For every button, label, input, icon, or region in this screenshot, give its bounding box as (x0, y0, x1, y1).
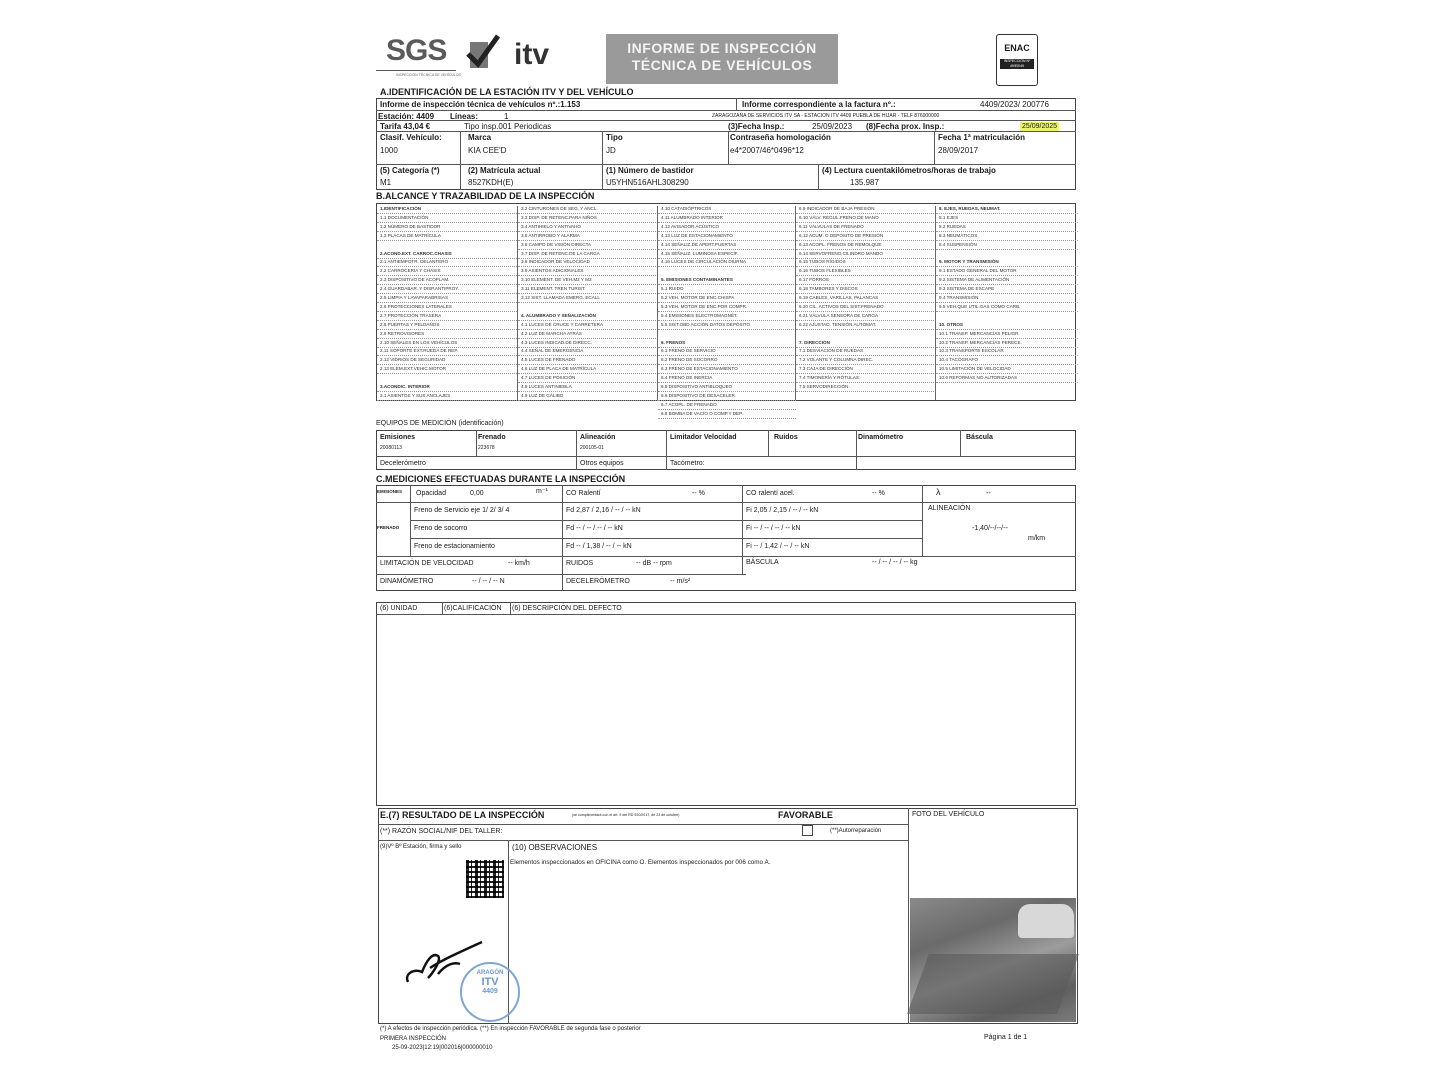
scope-item: 9.1 ESTADO GENERAL DEL MOTOR (939, 268, 1017, 274)
footer-primera: PRIMERA INSPECCIÓN (380, 1036, 447, 1042)
scope-item: 2.7 PROTECCIÓN TRASERA (380, 312, 442, 318)
dinamometro-label: DINAMÓMETRO (380, 578, 434, 585)
scope-item: 6.17 FORROS (799, 277, 829, 283)
clasif-value: 1000 (380, 146, 398, 155)
scope-item: 6. FRENOS (661, 339, 686, 345)
bascula-label: BÁSCULA (746, 559, 779, 566)
scope-item: 5. EMISIONES CONTAMINANTES (661, 277, 733, 283)
scope-item: 6.8 BOMBA DE VACÍO O COMP.Y DEP. (661, 410, 743, 416)
scope-item: 4. ALUMBRADO Y SEÑALIZACIÓN (521, 312, 596, 318)
scope-column (517, 206, 658, 400)
scope-item: 4.10 CATADIÓPTRICOS (661, 206, 712, 211)
defects-calificacion-header: (6)CALIFICACIÓN (444, 605, 502, 612)
homologacion-label: Contraseña homologación (730, 133, 831, 142)
scope-item: 9. MOTOR Y TRANSMISIÓN (939, 259, 999, 265)
categoria-value: M1 (380, 178, 392, 187)
scope-item: 7.5 SERVODIRECCIÓN (799, 384, 849, 389)
enac-subtitle: INSPECCIÓN Nº 49/EI049 (1000, 59, 1034, 69)
vehicle-photo-label: FOTO DEL VEHÍCULO (912, 811, 985, 818)
alineacion-eq-label: Alineación (580, 434, 616, 441)
scope-item: 3.3 DISP. DE RETENC.PARA NIÑOS (521, 214, 597, 220)
stamp-mid-text: ITV (481, 976, 499, 988)
scope-item: 1.IDENTIFICACIÓN (380, 206, 422, 211)
scope-item: 6.10 VÁLV. REGUL.FRENO DE MANO (799, 214, 879, 220)
scope-item: 6.7 ACOPL. DE FRENADO (661, 401, 717, 407)
scope-item: 6.14 SERVOFRENO,CILINDRO MANDO (799, 250, 883, 256)
tipo-inspeccion: Tipo insp.001 Periodicas (464, 122, 552, 131)
matriculacion-value: 28/09/2017 (938, 146, 979, 155)
observaciones-text: Elementos inspeccionados en OFICINA como O. Elementos inspeccionados por 006 como A. (510, 859, 771, 866)
scope-item: 6.22 AJUSTAD. TENSIÓN AUTOMAT. (799, 321, 877, 327)
scope-item: 4.13 LUZ DE ESTACIONAMIENTO (661, 232, 733, 238)
emisiones-eq-label: Emisiones (380, 434, 416, 441)
scope-item: 3.2 CINTURONES DE SEG. Y ANCL. (521, 206, 598, 211)
scope-item: 1.1 DOCUMENTACIÓN (380, 214, 429, 220)
scope-item: 5.1 RUIDO (661, 286, 684, 292)
vehicle-photo (910, 898, 1076, 1022)
decelerometro-value: -- m/s² (670, 578, 691, 585)
autorreparacion-checkbox[interactable] (802, 825, 813, 836)
scope-item: 6.3 FRENO DE ESTACIONAMIENTO (661, 366, 738, 372)
scope-item: 7.4 TIMONERÍA Y RÓTULAS (799, 375, 859, 381)
scope-item: 1.2 NÚMERO DE BASTIDOR (380, 223, 441, 229)
scope-item: 2.12 VIDRIOS DE SEGURIDAD (380, 357, 446, 363)
scope-item: 2.1 ANTIEMPOTR. DELANTERO (380, 259, 449, 265)
scope-item: 4.4 SEÑAL DE EMERGENCIA (521, 348, 584, 354)
scope-item: 5.3 VEH. MOTOR DE ENC.POR COMPR. (661, 303, 748, 309)
scope-item: 3.ACONDIC. INTERIOR (380, 384, 430, 389)
scope-item: 7.1 DESVIACIÓN DE RUEDAS (799, 348, 864, 354)
freno-socorro-label: Freno de socorro (414, 525, 468, 532)
scope-item: 10.4 TACÓGRAFO (939, 357, 978, 363)
scope-item: 2.3 DISPOSITIVO DE ACOPLAM. (380, 277, 450, 283)
scope-item: 6.9 INDICADOR DE BAJA PRESIÓN (799, 206, 875, 211)
itv-check-icon (466, 34, 500, 72)
scope-item: 3.9 ASIENTOS ADICIONALES (521, 268, 584, 274)
equipos-title: EQUIPOS DE MEDICIÓN (identificación) (376, 420, 504, 427)
scope-item: 4.16 LUCES DE CIRCULACIÓN DIURNA (661, 259, 747, 265)
bastidor-label: (1) Número de bastidor (606, 166, 694, 175)
decelerometro-label: DECELERÓMETRO (566, 578, 630, 585)
lineas-value: 1 (504, 112, 509, 121)
fecha-insp-value: 25/09/2023 (812, 122, 853, 131)
scope-item: 3.7 DISP. DE RETENC.DE LA CARGA (521, 250, 600, 256)
co-ralenti-label: CO Ralentí (566, 490, 601, 497)
scope-item: 9.3 SISTEMA DE ESCAPE (939, 286, 995, 292)
scope-item: 8. EJES, RUEDAS, NEUMAT. (939, 206, 1001, 211)
banner-line1: INFORME DE INSPECCIÓN (627, 40, 817, 56)
scope-item: 3.1 ASIENTOS Y SUS ANCLAJES (380, 392, 451, 398)
dinamometro-eq-label: Dinamómetro (858, 434, 904, 441)
scope-item: 7.2 VOLANTE Y COLUMNA DIREC. (799, 357, 874, 363)
footer-timestamp: 25-09-2023|12:19|002016|000000010 (392, 1045, 493, 1051)
opacidad-value: 0,00 (470, 490, 484, 497)
scope-item: 6.15 TUBOS RÍGIDOS (799, 259, 846, 265)
footer-note: (*) A efectos de inspección periódica. (**) En inspección FAVORABLE de segunda fase o posterior (380, 1026, 641, 1032)
decelerometro-eq-label: Decelerómetro (380, 460, 426, 467)
enac-text: ENAC (1004, 43, 1030, 53)
opacidad-unit: m⁻¹ (536, 488, 548, 495)
section-a-title: A.IDENTIFICACIÓN DE LA ESTACIÓN ITV Y DEL VEHÍCULO (380, 87, 634, 97)
scope-item: 3.12 SIST. LLAMADA EMERG. ECALL (521, 295, 600, 300)
categoria-label: (5) Categoría (*) (380, 166, 440, 175)
scope-item: 4.7 LUCES DE POSICIÓN (521, 375, 576, 381)
scope-item: 8.4 SUSPENSIÓN (939, 241, 977, 247)
informe-number: Informe de inspección técnica de vehículos nº.:1.153 (380, 100, 581, 109)
co-acel-value: -- % (872, 490, 885, 497)
vb-label: (9)Vº Bº Estación, firma y sello (380, 844, 462, 850)
scope-item: 4.6 LUZ DE PLACA DE MATRÍCULA (521, 366, 597, 372)
tipo-value: JD (606, 146, 616, 155)
scope-item: 10.1 TRANSP. MERCANCÍAS PELIGR. (939, 330, 1020, 336)
emisiones-eq-value: 20080113 (380, 445, 402, 451)
scope-item: 10. OTROS (939, 321, 963, 327)
lectura-value: 135.987 (850, 178, 879, 187)
scope-item: 6.2 FRENO DE SOCORRO (661, 357, 718, 363)
scope-item: 6.5 DISPOSITIVO ANTIBLOQUEO (661, 384, 733, 389)
scope-item: 4.11 ALUMBRADO INTERIOR (661, 214, 723, 220)
factura-label: Informe correspondiente a la factura nº.: (742, 100, 896, 109)
stamp-number: 4409 (482, 988, 498, 995)
scope-item: 5.4 EMISIONES ELECTROMAGNÉT. (661, 312, 738, 318)
scope-item: 6.21 VÁLVULA SENSORA DE CARGA (799, 312, 879, 318)
ruidos-value: -- dB -- rpm (636, 560, 672, 567)
scope-item: 6.20 CIL. ACTIVOS DEL SIST.FRENADO (799, 303, 884, 309)
otros-eq-label: Otros equipos (580, 460, 624, 467)
scope-item: 6.13 ACOPL. FRENOS DE REMOLQUE (799, 241, 882, 247)
scope-item: 3.6 CAMPO DE VISIÓN DIRECTA (521, 241, 592, 247)
sgs-logo-subtitle: INSPECCIÓN TÉCNICA DE VEHÍCULOS (396, 73, 461, 77)
scope-column (935, 206, 1078, 400)
fecha-insp-label: (3)Fecha Insp.: (728, 122, 785, 131)
freno-servicio-label: Freno de Servicio eje 1/ 2/ 3/ 4 (414, 507, 510, 514)
frenado-eq-value: 223678 (478, 445, 495, 451)
scope-item: 4.14 SEÑALIZ.DE APERT.PUERTAS (661, 241, 737, 247)
scope-item: 2.10 SEÑALES EN LOS VEHÍCULOS (380, 339, 458, 345)
scope-item: 6.6 DISPOSITIVO DE DESACELER. (661, 392, 737, 398)
freno-socorro-fd: Fd -- / -- / -- / -- kN (566, 525, 623, 532)
freno-servicio-fd: Fd 2,87 / 2,16 / -- / -- kN (566, 507, 641, 514)
alineacion-eq-value: 200105-01 (580, 445, 604, 451)
scope-item: 9.5 VEH.QUE UTIL.GAS COMO CARB. (939, 303, 1021, 309)
alineacion-value: -1,40/--/--/-- (972, 525, 1008, 532)
tipo-label: Tipo (606, 133, 623, 142)
scope-item: 6.4 FRENO DE INERCIA (661, 375, 713, 381)
bascula-value: -- / -- / -- / -- kg (872, 559, 918, 566)
frenado-section-label: FRENADO (377, 525, 400, 530)
scope-column (657, 206, 796, 416)
scope-item: 3.8 INDICADOR DE VELOCIDAD (521, 259, 590, 265)
sgs-logo-text: SGS (386, 34, 447, 67)
estacion-code: Estación: 4409 (378, 112, 435, 121)
scope-item: 4.15 SEÑALIZ. LUMINOSA ESPECÍF. (661, 250, 739, 256)
scope-item: 5.5 SIST.OBD ACCIÓN DATOS DEPÓSITO (661, 321, 751, 327)
enac-logo (996, 34, 1038, 86)
emisiones-section-label: EMISIONES (377, 489, 403, 494)
scope-item: 2.9 RETROVISORES (380, 330, 425, 336)
scope-item: 3.5 ANTIRROBO Y ALARMA (521, 232, 580, 238)
result-value: FAVORABLE (778, 810, 833, 820)
limitador-eq-label: Limitador Velocidad (670, 434, 737, 441)
scope-item: 2.8 PUERTAS Y PELDAÑOS (380, 321, 440, 327)
lectura-label: (4) Lectura cuentakilómetros/horas de trabajo (822, 166, 996, 175)
inspection-report-sheet (372, 28, 1080, 1058)
bastidor-value: U5YHN516AHL308290 (606, 178, 689, 187)
razon-social-label: (**) RAZÓN SOCIAL/NIF DEL TALLER: (380, 828, 503, 835)
ruidos-label: RUIDOS (566, 560, 594, 567)
bascula-eq-label: Báscula (966, 434, 993, 441)
freno-estac-label: Freno de estacionamiento (414, 543, 495, 550)
scope-item: 4.12 AVISADOR ACÚSTICO (661, 223, 720, 229)
scope-item: 2.4 GUARDABAR. Y DISP.ANTIPROY. (380, 286, 460, 292)
scope-grid (376, 203, 1076, 416)
scope-item: 6.12 ACUM. O DEPÓSITO DE PRESIÓN (799, 232, 884, 238)
page-number: Página 1 de 1 (984, 1034, 1028, 1041)
scope-item: 2.13 ELEM.EXT.VEHIC.MOTOR (380, 366, 447, 372)
station-stamp (460, 962, 520, 1022)
freno-socorro-fi: Fi -- / -- / -- / -- kN (746, 525, 801, 532)
defects-unidad-header: (6) UNIDAD (380, 605, 418, 612)
scope-item: 10.6 REFORMAS NO AUTORIZADAS (939, 375, 1018, 381)
scope-column (795, 206, 936, 400)
scope-item: 6.19 CABLES, VARILLAS, PALANCAS (799, 295, 879, 300)
itv-logo: itv (514, 38, 550, 71)
scope-item: 3.4 ANTIHIELO Y ANTIVAHO (521, 223, 581, 229)
scope-item: 1.3 PLACAS DE MATRÍCULA (380, 232, 441, 238)
limitacion-label: LIMITACIÓN DE VELOCIDAD (380, 560, 474, 567)
homologacion-value: e4*2007/46*0496*12 (730, 146, 804, 155)
scope-item: 2.2 CARROCERÍA Y CHASIS (380, 268, 441, 274)
clasif-label: Clasif. Vehículo: (380, 133, 442, 142)
scope-item: 6.11 VÁLVULAS DE FRENADO (799, 223, 864, 229)
limitacion-value: -- km/h (508, 560, 530, 567)
result-title-note: (se cumplimentará con el art. 9 del RD 920/2017, de 23 de octubre) (572, 813, 680, 817)
scope-item: 10.5 LIMITACIÓN DE VELOCIDAD (939, 366, 1011, 372)
scope-item: 2.11 SOPORTE EXT.RUEDA DE REP. (380, 348, 459, 354)
ruidos-eq-label: Ruidos (774, 434, 798, 441)
section-b-title: B.ALCANCE Y TRAZABILIDAD DE LA INSPECCIÓN (376, 191, 595, 201)
report-banner (606, 34, 838, 84)
scope-item: 6.1 FRENO DE SERVICIO (661, 348, 716, 354)
freno-estac-fd: Fd -- / 1,38 / -- / -- kN (566, 543, 632, 550)
defects-descripcion-header: (6) DESCRIPCIÓN DEL DEFECTO (512, 605, 622, 612)
scope-item: 3.10 ELEMENT. DE VEH.M2 Y M3 (521, 277, 592, 283)
defects-box (376, 602, 1076, 806)
scope-item: 2.5 LIMPIA Y LAVAPARABRISAS (380, 295, 449, 300)
section-c-title: C.MEDICIONES EFECTUADAS DURANTE LA INSPECCIÓN (376, 474, 626, 484)
banner-line2: TÉCNICA DE VEHÍCULOS (631, 57, 813, 73)
marca-label: Marca (468, 133, 492, 142)
scope-item: 9.4 TRANSMISIÓN (939, 295, 979, 300)
scope-item: 4.2 LUZ DE MARCHA ATRÁS (521, 330, 582, 336)
tarifa: Tarifa 43,04 € (380, 122, 431, 131)
opacidad-label: Opacidad (416, 490, 446, 497)
scope-item: 9.2 SISTEMA DE ALIMENTACIÓN (939, 277, 1010, 283)
marca-value: KIA CEE'D (468, 146, 507, 155)
autorreparacion-label: (**)Autorreparación (830, 828, 882, 834)
matriculacion-label: Fecha 1ª matriculación (938, 133, 1025, 142)
scope-item: 6.16 TUBOS FLEXIBLES (799, 268, 851, 274)
scope-item: 6.18 TAMBORES Y DISCOS (799, 286, 858, 292)
scope-column (377, 206, 517, 400)
estacion-name: ZARAGOZANA DE SERVICIOS ITV SA - ESTACION ITV 4409 PUEBLA DE HIJAR - TELF 876000000 (712, 113, 940, 119)
lambda-value: -- (986, 490, 991, 497)
result-title: E.(7) RESULTADO DE LA INSPECCIÓN (380, 810, 545, 820)
scope-item: 10.2 TRANSP. MERCANCÍAS PERECE. (939, 339, 1022, 345)
scope-item: 8.3 NEUMÁTICOS (939, 232, 978, 238)
scope-item: 4.5 LUCES DE FRENADO (521, 357, 576, 363)
alineacion-unit: m/km (1028, 535, 1046, 542)
lambda-label: λ (936, 487, 941, 497)
scope-item: 7. DIRECCIÓN (799, 339, 830, 345)
scope-item: 4.3 LUCES INDICAD.DE DIRECC. (521, 339, 592, 345)
co-ralenti-value: -- % (692, 490, 705, 497)
matricula-label: (2) Matrícula actual (468, 166, 541, 175)
freno-estac-fi: Fi -- / 1,42 / -- / -- kN (746, 543, 810, 550)
matricula-value: 8527KDH(E) (468, 178, 514, 187)
scope-item: 8.1 EJES (939, 214, 959, 220)
factura-value: 4409/2023/ 200776 (980, 100, 1049, 109)
freno-servicio-fi: Fi 2,05 / 2,15 / -- / -- kN (746, 507, 819, 514)
scope-item: 4.9 LUZ DE GÁLIBO (521, 392, 564, 398)
scope-item: 2.ACOND.EXT. CARROC.CHASIS (380, 250, 452, 256)
tacometro-eq-label: Tacómetro: (670, 460, 705, 467)
scope-item: 5.2 VEH. MOTOR DE ENC.CHISPA (661, 295, 735, 300)
dinamometro-value: -- / -- / -- N (472, 578, 505, 585)
frenado-eq-label: Frenado (478, 434, 506, 441)
fecha-prox-value: 25/09/2025 (1022, 123, 1058, 130)
scope-item: 4.8 LUCES ANTINIEBLA (521, 384, 572, 389)
observaciones-label: (10) OBSERVACIONES (512, 843, 598, 852)
scope-item: 4.1 LUCES DE CRUCE Y CARRETERA (521, 321, 604, 327)
scope-item: 3.11 ELEMENT. TREN TURIST. (521, 286, 586, 292)
co-acel-label: CO ralentí acel. (746, 490, 795, 497)
qr-code (466, 860, 504, 898)
lineas-label: Líneas: (450, 112, 479, 121)
scope-item: 2.6 PROTECCIONES LATERALES (380, 303, 452, 309)
alineacion-label: ALINEACIÓN (928, 505, 971, 512)
fecha-prox-label: (8)Fecha prox. Insp.: (866, 122, 945, 131)
scope-item: 10.3 TRANSPORTE ESCOLAR (939, 348, 1004, 354)
stamp-top-text: ARAGÓN (476, 970, 504, 976)
scope-item: 8.2 RUEDAS (939, 223, 966, 229)
section-a-box (376, 98, 1076, 190)
scope-item: 7.3 CAJA DE DIRECCIÓN (799, 366, 853, 372)
